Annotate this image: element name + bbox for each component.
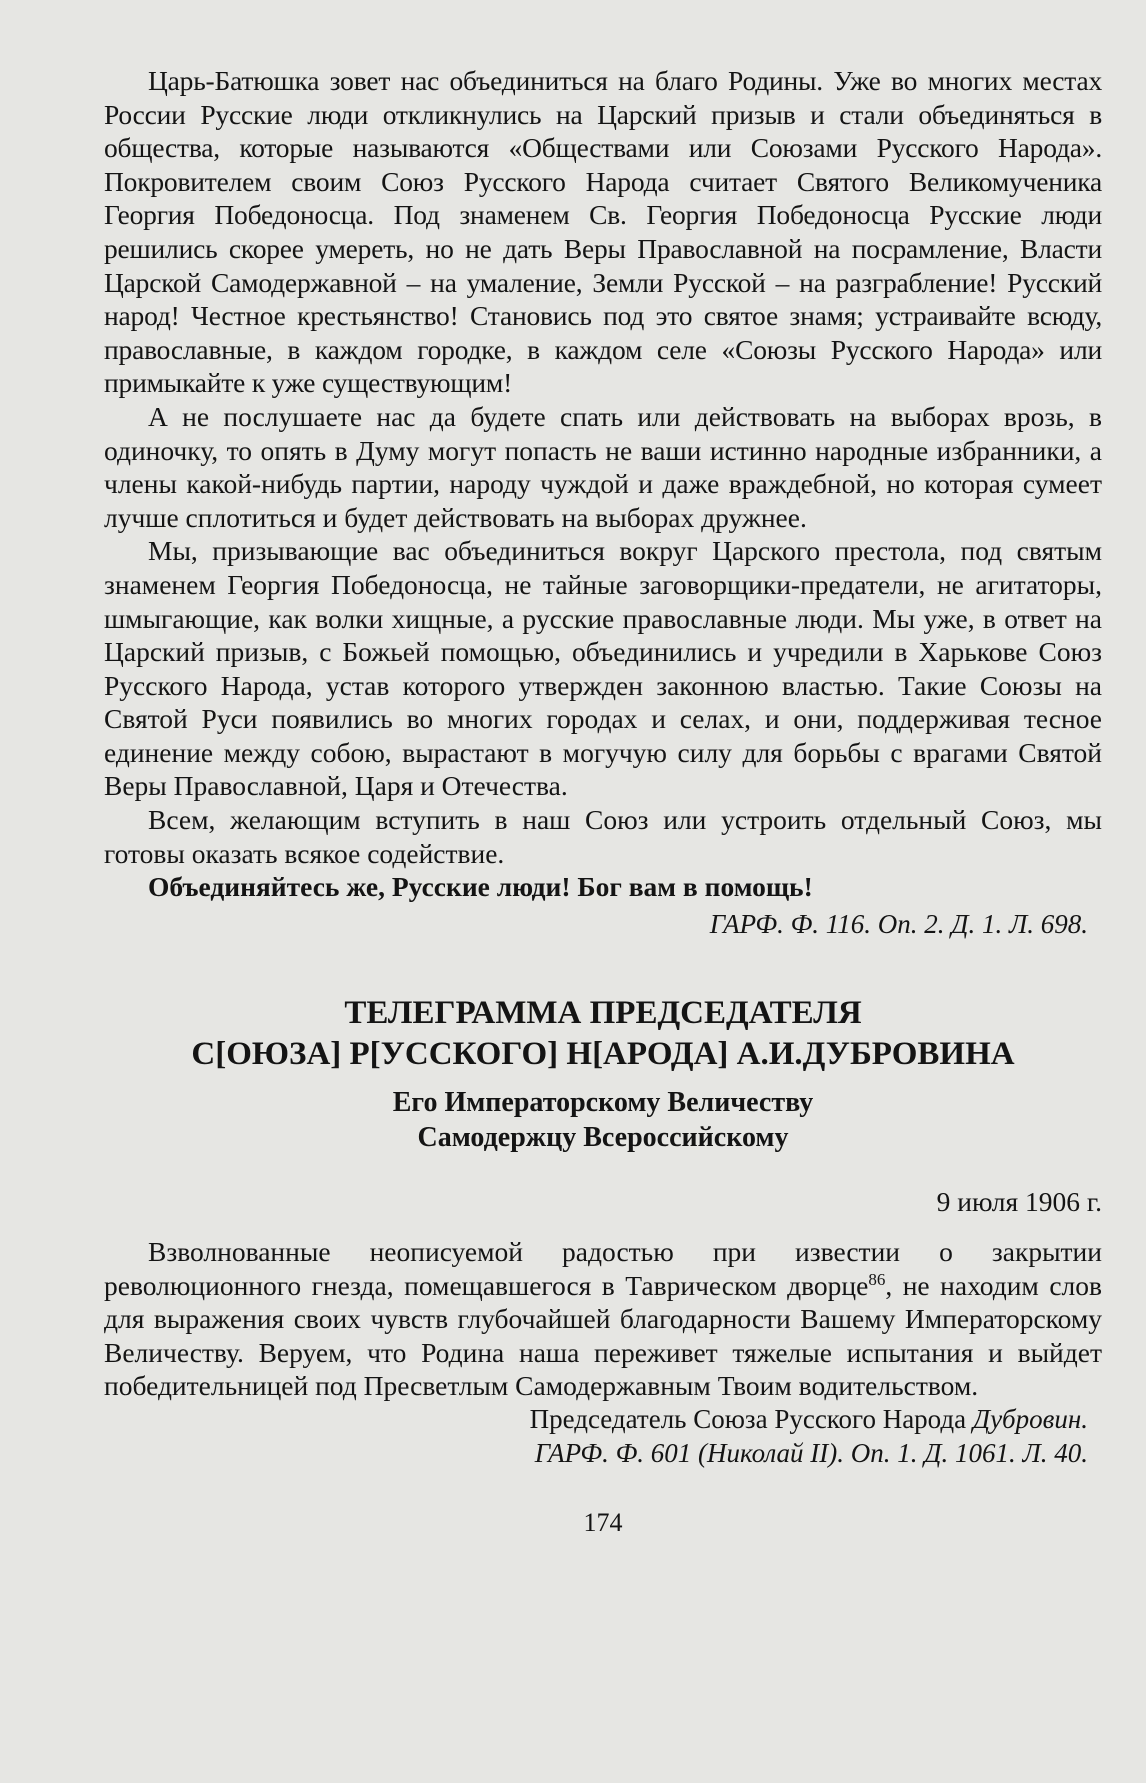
paragraph-offer: Всем, желающим вступить в наш Союз или устроить отдельный Союз, мы готовы оказать всякое содействие. bbox=[104, 804, 1102, 869]
archive-source-2: ГАРФ. Ф. 601 (Николай II). Оп. 1. Д. 1061. Л. 40. bbox=[534, 1437, 1088, 1468]
page-number: 174 bbox=[583, 1508, 623, 1538]
telegram-title-line2: С[ОЮЗА] Р[УССКОГО] Н[АРОДА] А.И.ДУБРОВИНА bbox=[191, 1036, 1015, 1073]
telegram-body-end: , не находим слов для выражения своих чувств глубочайшей благодарности Вашему Императорскому Величеству. Веруем, что Родина наша переживет тяжелые испытания и выйдет победительницей под Пресветлым Самодержавным Твоим водительством. bbox=[104, 1269, 1103, 1402]
telegram-addressee-line2: Самодержцу Всероссийскому bbox=[417, 1122, 789, 1154]
signature-role: Председатель Союза Русского Народа bbox=[529, 1404, 967, 1434]
telegram-body bbox=[104, 1235, 1102, 1403]
signature-name: Дубровин. bbox=[972, 1404, 1088, 1434]
telegram-addressee-line1: Его Императорскому Величеству bbox=[392, 1087, 814, 1119]
telegram-title-line1: ТЕЛЕГРАММА ПРЕДСЕДАТЕЛЯ bbox=[344, 995, 862, 1032]
paragraph-union: Мы, призывающие вас объединиться вокруг Царского престола, под святым знаменем Георгия Победоносца, не тайные заговорщики-предатели, не агитаторы, шмыгающие, как волки хищные, а русские православные люди. Мы уже, в ответ на Царский призыв, с Божьей помощью, объединились и учредили в Харькове Союз Русского Народа, устав которого утвержден законною властью. Такие Союзы на Святой Руси появились во многих городах и селах, и они, поддерживая тесное единение между собою, вырастают в могучую силу для борьбы с врагами Святой Веры Православной, Царя и Отечества. bbox=[104, 535, 1102, 802]
paragraph-warning: А не послушаете нас да будете спать или действовать на выборах врозь, в одиночку, то опять в Думу могут попасть не ваши истинно народные избранники, а члены какой-нибудь партии, народу чуждой и даже враждебной, но которая сумеет лучше сплотиться и будет действовать на выборах дружнее. bbox=[104, 400, 1102, 533]
closing-call: Объединяйтесь же, Русские люди! Бог вам в помощь! bbox=[148, 871, 813, 903]
archive-source-1: ГАРФ. Ф. 116. Оп. 2. Д. 1. Л. 698. bbox=[709, 908, 1088, 939]
telegram-signature bbox=[104, 1403, 1102, 1437]
paragraph-appeal: Царь-Батюшка зовет нас объединиться на благо Родины. Уже во многих местах России Русские люди откликнулись на Царский призыв и стали объединяться в общества, которые называются «Обществами или Союзами Русского Народа». Покровителем своим Союз Русского Народа считает Святого Великомученика Георгия Победоносца. Под знаменем Св. Георгия Победоносца Русские люди решились скорее умереть, но не дать Веры Православной на посрамление, Власти Царской Самодержавной – на умаление, Земли Русской – на разграбление! Русский народ! Честное крестьянство! Становись под это святое знамя; устраивайте всюду, православные, в каждом городке, в каждом селе «Союзы Русского Народа» или примыкайте к уже существующим! bbox=[104, 65, 1102, 399]
telegram-body-start: Взволнованные неописуемой радостью при известии о закрытии революционного гнезда, помещавшегося в Таврическом дворце bbox=[104, 1236, 1102, 1301]
footnote-mark: 86 bbox=[868, 1269, 886, 1289]
document-page bbox=[104, 64, 1102, 1538]
telegram-date: 9 июля 1906 г. bbox=[936, 1186, 1102, 1218]
